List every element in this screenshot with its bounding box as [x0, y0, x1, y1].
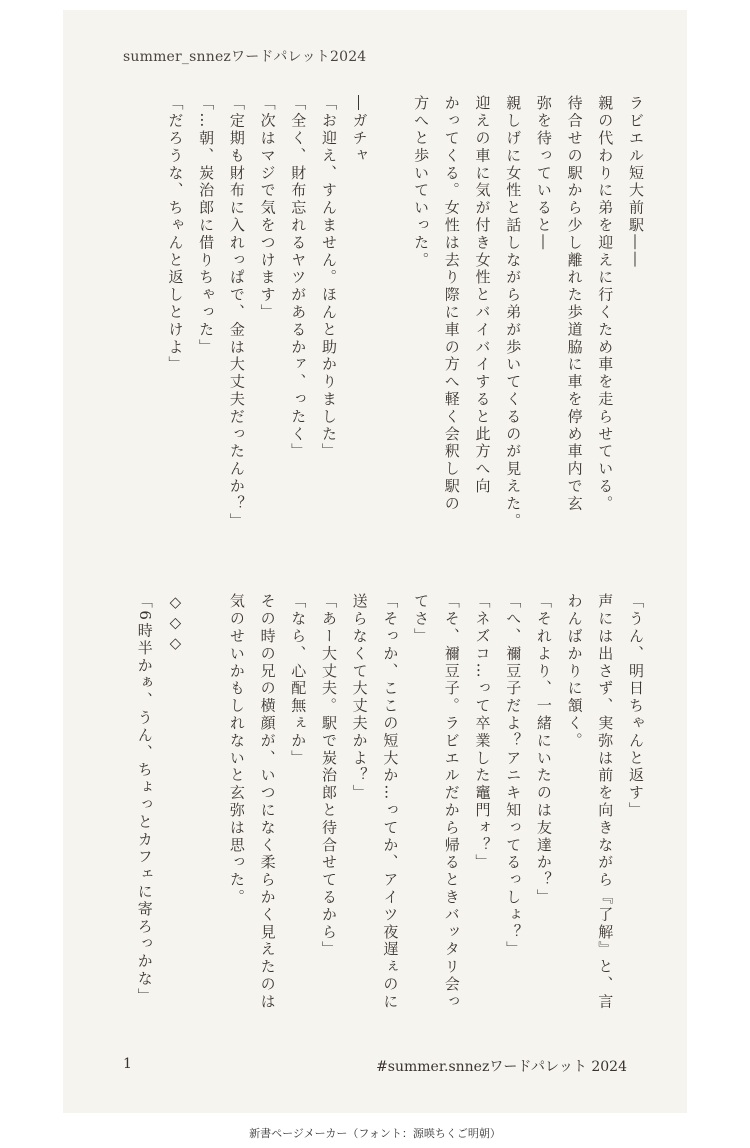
upper-text-line: 「次はマジで気をつけます」 — [258, 95, 277, 322]
lower-text-line: 声には出さず、実弥は前を向きながら『了解』と、言 — [596, 593, 615, 1011]
upper-text-line: ―ガチャ — [350, 95, 369, 165]
upper-text-line: かってくる。女性は去り際に車の方へ軽く会釈し駅の — [442, 95, 461, 513]
upper-text-line: 方へと歩いていった。 — [412, 95, 431, 269]
lower-text-line — [190, 593, 221, 1048]
upper-text-line: 親しげに女性と話しながら弟が歩いてくるのが見えた。 — [504, 95, 523, 530]
lower-text-line: 「ネズコ…って卒業した竈門ォ？」 — [473, 593, 492, 872]
upper-text-line: ラビエル短大前駅―― — [627, 95, 645, 269]
lower-text-line: 気のせいかもしれないと玄弥は思った。 — [227, 593, 246, 907]
page-number: 1 — [123, 1056, 132, 1072]
lower-text-line: 「あー大丈夫。駅で炭治郎と待合せてるから」 — [319, 593, 338, 959]
upper-text-line: 「全く、財布忘れるヤツがあるかァ、ったく」 — [289, 95, 308, 461]
novel-page — [63, 10, 687, 1113]
lower-text-line: 「へ、禰豆子だよ？アニキ知ってるっしょ？」 — [504, 593, 523, 959]
lower-text-line: 「うん、明日ちゃんと返す」 — [627, 593, 645, 820]
lower-text-block — [129, 593, 651, 1048]
upper-text-line: 「お迎え、すんません。ほんと助かりました」 — [319, 95, 338, 461]
upper-text-line: 親の代わりに弟を迎えに行くため車を走らせている。 — [596, 95, 615, 513]
generator-caption: 新書ページメーカー（フォント：源暎ちくご明朝） — [249, 1127, 501, 1140]
lower-text-line: 「それより、一緒にいたのは友達か？」 — [534, 593, 553, 907]
upper-text-line: 「…朝、炭治郎に借りちゃった」 — [197, 95, 216, 356]
lower-text-line: 「6時半かぁ、うん、ちょっとカフェに寄ろっかな」 — [135, 593, 154, 1006]
upper-text-block — [160, 95, 651, 550]
lower-text-line: 「そ、禰豆子。ラビエルだから帰るときバッタリ会っ — [442, 593, 461, 1011]
upper-text-line: 「定期も財布に入れっぱで、金は大丈夫だったんか？」 — [227, 95, 246, 530]
lower-text-line: 「なら、心配無ぇか」 — [289, 593, 308, 767]
lower-text-line: わんばかりに頷く。 — [565, 593, 584, 750]
upper-text-line: 迎えの車に気が付き女性とバイバイすると此方へ向 — [473, 95, 492, 496]
lower-text-line: てさ」 — [412, 593, 431, 646]
lower-text-line: ◇◇◇ — [166, 593, 185, 655]
lower-text-line: 「そっか、ここの短大か…ってか、アイツ夜遅ぇのに — [381, 593, 400, 1011]
upper-text-line: 「だろうな、ちゃんと返しとけよ」 — [166, 95, 185, 374]
lower-text-line: その時の兄の横顔が、いつになく柔らかく見えたのは — [258, 593, 277, 1011]
page-header-title: summer_snnezワードパレット2024 — [123, 49, 367, 65]
upper-text-line — [375, 95, 406, 550]
upper-text-line: 弥を待っていると― — [534, 95, 553, 252]
footer-hashtag: #summer.snnezワードパレット 2024 — [376, 1059, 627, 1075]
upper-text-line: 待合せの駅から少し離れた歩道脇に車を停め車内で玄 — [565, 95, 584, 513]
lower-text-line: 送らなくて大丈夫かよ？」 — [350, 593, 369, 802]
